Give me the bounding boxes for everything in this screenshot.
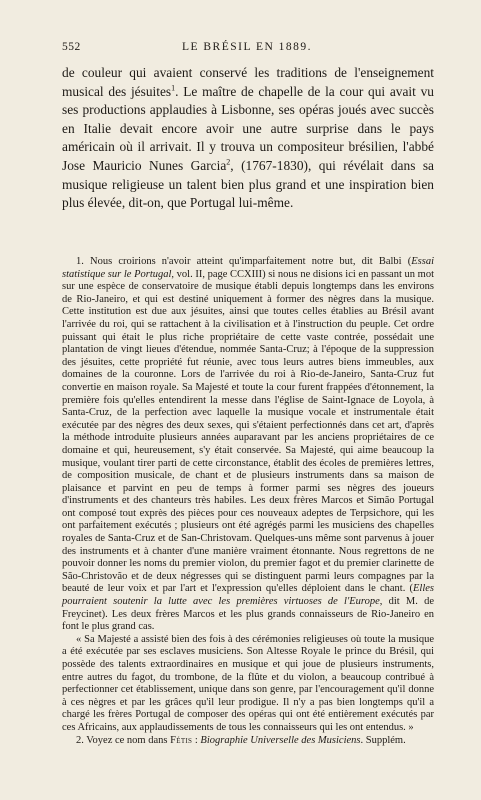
- main-text: [62, 64, 434, 213]
- footnote-1-quote: « Sa Majesté a assisté bien des fois à des cérémonies religieuses où toute la musique a été exécutée par ses esclaves musiciens. Son Altesse Royale le prince du Brésil, qui possède des talents extraordinaires en musique et qui joue de plusieurs instruments, entre autres du fagot, du trombone, de la flûte et du violon, a beaucoup contribué à perfectionner cet établissement, unique dans son genre, par l'encouragement qu'il donne à ces nègres et par les grâces qu'il leur prodigue. Il n'y a pas bien longtemps qu'il a chargé les frères Portugal de composer des opéras qui ont été entièrement exécutés par ces Africains, aux applaudissements de tous les connaisseurs qui les ont entendus. »: [62, 633, 434, 733]
- main-text-part-1: de couleur qui avaient conservé les traditions de l'enseignement musical des jésuites: [62, 65, 434, 99]
- footnote-1-text-b: , vol. II, page CCXIII) si nous ne disions ici en passant un mot sur une espèce de conservatoire de musique établi depuis longtemps dans les environs de Rio-Janeiro, et qui est destiné uniquement à former des nègres dans la musique. Cette institution est due aux jésuites, ainsi que toutes celles établies au Brésil avant l'arrivée du roi, qui se rattachent à la civilisation et à l'instruction du peuple. Cet ordre puissant qui était le plus riche propriétaire de cette vaste contrée, possédait une plantation de vingt lieues d'étendue, nommée Santa-Cruz; à l'époque de la suppression des jésuites, cette propriété fut réunie, avec tous leurs autres biens immeubles, aux domaines de la couronne. Lors de l'arrivée du roi à Rio-de-Janeiro, Santa-Cruz fut convertie en maison royale. Sa Majesté et toute la cour furent frappées d'étonnement, la première fois qu'elles entendirent la messe dans l'église de Saint-Ignace de Loyola, à Santa-Cruz, de la perfection avec laquelle la musique vocale et instrumentale était exécutée par des nègres des deux sexes, qui s'étaient perfectionnés dans cet art, d'après la méthode introduite plusieurs années auparavant par les anciens propriétaires de ce domaine et qui, heureusement, s'y était conservée. Sa Majesté, qui aime beaucoup la musique, voulant tirer parti de cette circonstance, établit des écoles de premières lettres, de composition musicale, de chant et de plusieurs instruments dans sa maison de plaisance et parvint en peu de temps à former parmi ses nègres des joueurs d'instruments et des chanteurs très habiles. Les deux frères Marcos et Simão Portugal ont composé tout exprès des pièces pour ces nouveaux adeptes de Terpsichore, qui les ont parfaitement exécutés ; plusieurs ont été agrégés parmi les musiciens des chapelles royales de Santa-Cruz et de San-Christovam. Quelques-uns même sont parvenus à jouer des instruments et à chanter d'une manière vraiment étonnante. Nous regrettons de ne pouvoir donner les noms du premier violon, du premier fagot et du premier clarinette de São-Christovão et de deux négresses qui se distinguent parmi leurs compagnes par la beauté de leur voix et par l'art et l'expression qu'elles déploient dans le chant. (: [62, 268, 434, 595]
- footnote-1-italic-quote: Elles pourraient soutenir la lutte avec les premières virtuoses de l'Europe: [62, 583, 434, 608]
- footnote-1-book-title: Essai statistique sur le Portugal: [62, 256, 434, 280]
- footnote-1: [62, 256, 434, 634]
- footnote-ref-2[interactable]: 2: [226, 157, 231, 167]
- footnote-1-text-c: , dit M. de Freycinet). Les deux frères Marcos et les plus grands connaisseurs de Rio-Janeiro en font le plus grand cas.: [62, 596, 434, 633]
- footnote-2-book-title: Biographie Universelle des Musiciens: [200, 734, 361, 746]
- footnotes: [62, 256, 434, 747]
- running-title: LE BRÉSIL EN 1889.: [181, 41, 313, 53]
- main-paragraph: [62, 64, 434, 213]
- page-number: 552: [62, 41, 81, 53]
- footnote-2-author: Fétis: [170, 734, 193, 746]
- footnote-2-text-b: :: [192, 734, 201, 746]
- footnote-2: [62, 735, 434, 748]
- footnote-ref-1[interactable]: 1: [171, 83, 176, 93]
- footnote-2-text-a: 2. Voyez ce nom dans: [76, 734, 171, 746]
- footnote-2-text-c: . Supplém.: [360, 734, 406, 746]
- footnote-1-text-a: 1. Nous croirions n'avoir atteint qu'imparfaitement notre but, dit Balbi (: [76, 256, 412, 267]
- main-text-part-3: , (1767-1830), qui révélait dans sa musique religieuse un talent bien plus grand et une inspiration bien plus élevée, dit-on, que Portugal lui-même.: [62, 157, 434, 211]
- main-text-part-2: . Le maître de chapelle de la cour qui avait vu ses productions applaudies à Lisbonne, ses opéras joués avec succès en Italie devait encore avoir une autre surprise dans le pays américain où il arrivait. Il y trouva un compositeur brésilien, l'abbé Jose Mauricio Nunes Garcia: [62, 83, 434, 173]
